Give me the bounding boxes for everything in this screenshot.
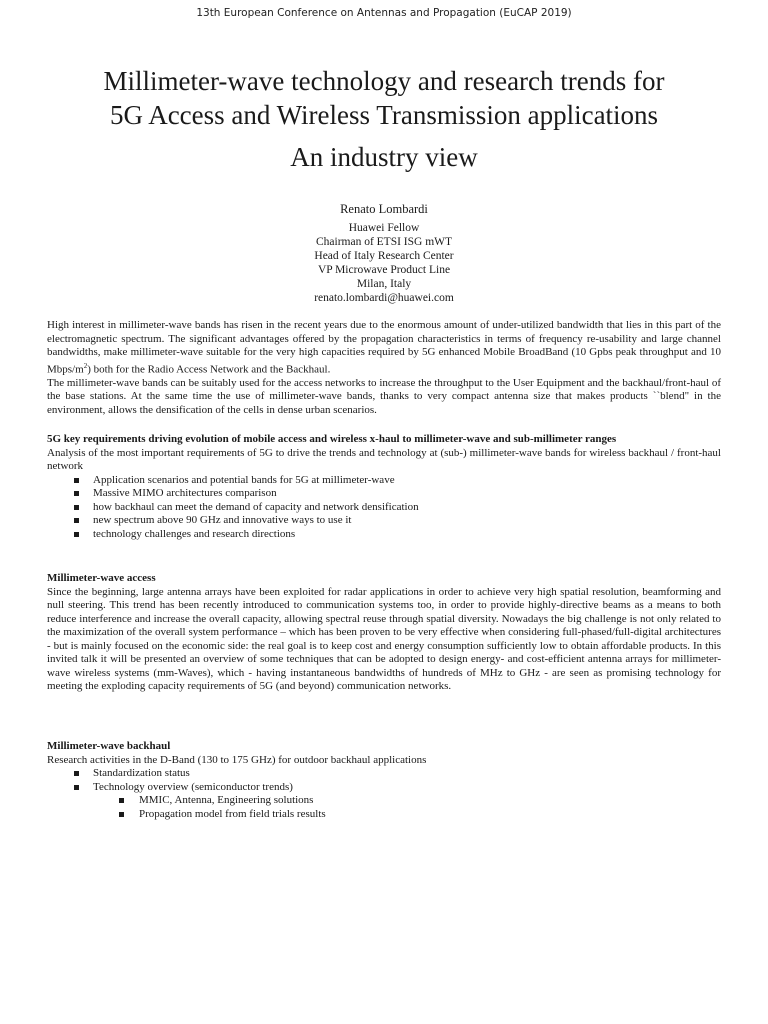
paper-subtitle: An industry view (290, 142, 478, 172)
list-item-text: MMIC, Antenna, Engineering solutions (139, 794, 314, 806)
bullet-square-icon (119, 798, 124, 803)
section-backhaul (47, 740, 721, 821)
section-text: Analysis of the most important requirements of 5G to drive the trends and technology at (sub-) millimeter-wave bands for wireless backhaul / front-haul network (47, 446, 721, 472)
bullet-square-icon (74, 478, 79, 483)
affiliation-line: Milan, Italy (356, 278, 412, 290)
list-item (47, 514, 721, 528)
bullet-square-icon (74, 505, 79, 510)
author-affiliations (0, 221, 768, 305)
section-heading: 5G key requirements driving evolution of mobile access and wireless x-haul to millimeter-wave and sub-millimeter ranges (47, 433, 617, 445)
author-name: Renato Lombardi (340, 202, 428, 216)
title-line-1: Millimeter-wave technology and research trends for (103, 66, 665, 96)
list-item (47, 487, 721, 501)
list-item (47, 501, 721, 515)
list-item-text: Technology overview (semiconductor trends) (93, 780, 293, 793)
list-item-text: Standardization status (93, 767, 190, 779)
superscript: 2 (83, 361, 88, 370)
bullet-square-icon (74, 771, 79, 776)
abstract-paragraph-2: The millimeter-wave bands can be suitably used for the access networks to increase the throughput to the User Equipment and the backhaul/front-haul of the base stations. At the same time the use of millimeter-wave bands, thanks to very compact antenna size that makes products ``blend" in the environment, allows the densification of the cells in dense urban scenarios. (47, 376, 721, 416)
list-item (47, 781, 721, 795)
list-item-text: Propagation model from field trials results (139, 807, 326, 820)
list-item (47, 808, 721, 822)
list-item (47, 474, 721, 488)
bullet-list (47, 767, 721, 794)
abstract-text: High interest in millimeter-wave bands has risen in the recent years due to the enormous amount of under-utilized bandwidth that lies in this part of the electromagnetic spectrum. The significant advantages offered by the propagation characteristics in terms of frequency re-usability and large channel bandwidths, make millimeter-wave suitable for the very high capacities required by 5G enhanced Mobile BroadBand (10 Gpbs peak throughput and 10 Mbps/m (47, 319, 721, 376)
abstract (47, 319, 721, 417)
abstract-text-tail: ) both for the Radio Access Network and the Backhaul. (87, 363, 331, 376)
section-access (47, 572, 721, 694)
paper-title (30, 64, 738, 132)
section-requirements (47, 433, 721, 541)
section-heading: Millimeter-wave backhaul (47, 740, 171, 752)
section-text: Since the beginning, large antenna arrays have been exploited for radar applications in order to achieve very high spatial resolution, beamforming and null steering. This trend has been recently introduced to communication systems too, in order to provide highly-directive beams as a means to both reduce interference and increase the overall capacity, allowing spectral reuse through spatial diversity. Nowadays the big challenge is not only related to the maximization of the overall system performance – which has been proven to be very effective when considering full-phased/full-digital architectures - but is mainly focused on the economic side: the real goal is to keep cost and energy consumption sufficiently low to obtain affordable products. In this invited talk it will be presented an overview of some techniques that can be adopted to design energy- and cost-efficient antenna arrays for millimeter-wave wireless systems (mm-Waves), which - having instantaneous bandwidths of hundreds of MHz to GHz - are seen as promising technology for meeting the exploding capacity requirements of 5G (and beyond) communication networks. (47, 585, 721, 692)
sub-bullet-list (47, 794, 721, 821)
affiliation-line: Head of Italy Research Center (314, 250, 454, 262)
list-item (47, 767, 721, 781)
bullet-square-icon (74, 491, 79, 496)
affiliation-line: VP Microwave Product Line (317, 264, 451, 276)
list-item-text: Massive MIMO architectures comparison (93, 487, 277, 499)
abstract-paragraph-1 (47, 319, 721, 377)
bullet-square-icon (74, 785, 79, 790)
bullet-square-icon (119, 812, 124, 817)
list-item-text: new spectrum above 90 GHz and innovative ways to use it (93, 514, 352, 526)
conference-header: 13th European Conference on Antennas and Propagation (EuCAP 2019) (196, 7, 572, 19)
title-line-2: 5G Access and Wireless Transmission applications (109, 100, 659, 130)
list-item (47, 528, 721, 542)
bullet-square-icon (74, 532, 79, 537)
affiliation-line: Chairman of ETSI ISG mWT (315, 236, 453, 248)
bullet-list (47, 474, 721, 542)
section-text: Research activities in the D-Band (130 to 175 GHz) for outdoor backhaul applications (47, 753, 427, 766)
section-heading: Millimeter-wave access (47, 572, 156, 584)
list-item (47, 794, 721, 808)
affiliation-line: Huawei Fellow (348, 222, 420, 234)
bullet-square-icon (74, 518, 79, 523)
list-item-text: how backhaul can meet the demand of capacity and network densification (93, 500, 419, 513)
list-item-text: technology challenges and research directions (93, 527, 296, 540)
list-item-text: Application scenarios and potential bands for 5G at millimeter-wave (93, 473, 395, 486)
author-email: renato.lombardi@huawei.com (314, 292, 454, 304)
